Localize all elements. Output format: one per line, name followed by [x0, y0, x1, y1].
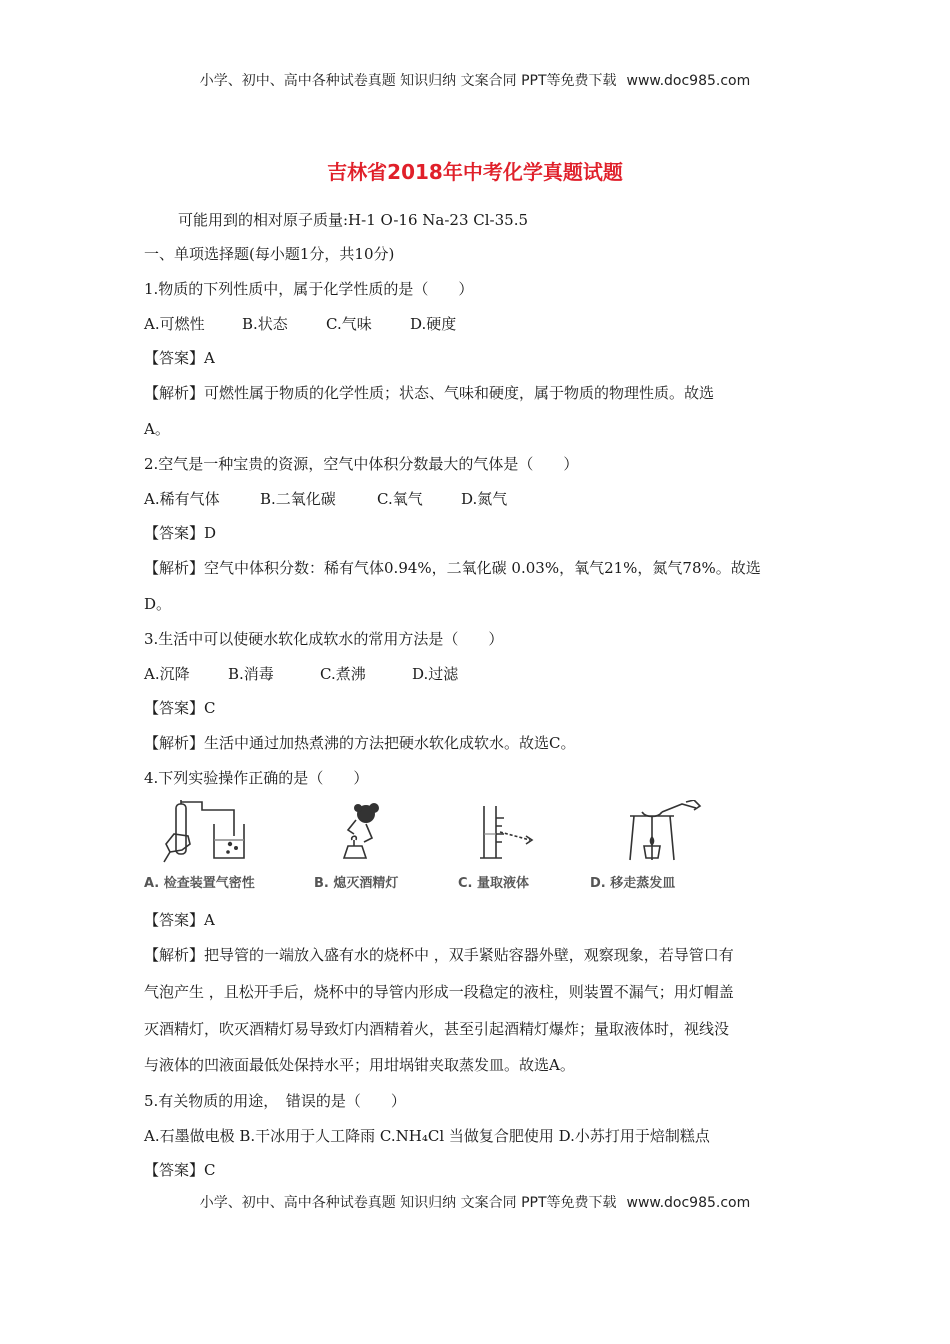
q1-analysis-line: A。	[144, 420, 170, 438]
q4-analysis-line: 灭酒精灯，吹灭酒精灯易导致灯内酒精着火，甚至引起酒精灯爆炸；量取液体时，视线没	[144, 1020, 730, 1038]
q1-answer: 【答案】A	[144, 349, 215, 367]
q2-analysis-line: 【解析】空气中体积分数：稀有气体0.94%，二氧化碳 0.03%，氧气21%，氮气78%。故选	[144, 559, 761, 577]
q1-options	[144, 313, 824, 335]
q3-option-c: C.煮沸	[320, 665, 366, 683]
q2-option-c: C.氧气	[377, 490, 423, 508]
figure-caption: D. 移走蒸发皿	[590, 876, 676, 891]
q4-figure-b	[314, 800, 414, 891]
q4-figure-a	[144, 800, 264, 891]
q3-answer: 【答案】C	[144, 699, 216, 717]
q2-option-d: D.氮气	[461, 490, 508, 508]
figure-caption: B. 熄灭酒精灯	[314, 876, 399, 891]
q4-figures	[144, 800, 724, 892]
evaporating-dish-tripod-icon	[590, 800, 710, 866]
q1-option-c: C.气味	[326, 315, 372, 333]
page-title: 吉林省2018年中考化学真题试题	[327, 160, 623, 184]
q4-stem: 4.下列实验操作正确的是（ ）	[144, 769, 369, 787]
airtightness-check-icon	[144, 800, 264, 866]
page-header	[0, 70, 950, 90]
q4-answer: 【答案】A	[144, 911, 215, 929]
q4-analysis-line: 与液体的凹液面最低处保持水平；用坩埚钳夹取蒸发皿。故选A。	[144, 1056, 575, 1074]
q1-option-a: A.可燃性	[144, 315, 205, 333]
footer-text: 小学、初中、高中各种试卷真题 知识归纳 文案合同 PPT等免费下载	[199, 1195, 617, 1211]
q4-analysis-line: 气泡产生 ，且松开手后，烧杯中的导管内形成一段稳定的液柱，则装置不漏气；用灯帽盖	[144, 983, 734, 1001]
q1-option-b: B.状态	[242, 315, 288, 333]
q3-option-d: D.过滤	[412, 665, 459, 683]
q2-stem: 2.空气是一种宝贵的资源，空气中体积分数最大的气体是（ ）	[144, 455, 579, 473]
q4-analysis-line: 【解析】把导管的一端放入盛有水的烧杯中 ，双手紧贴容器外壁，观察现象，若导管口有	[144, 946, 734, 964]
q5-answer: 【答案】C	[144, 1161, 216, 1179]
q2-option-a: A.稀有气体	[144, 490, 220, 508]
q4-figure-d	[590, 800, 710, 891]
footer-url[interactable]: www.doc985.com	[626, 1195, 751, 1211]
q3-option-b: B.消毒	[228, 665, 274, 683]
q5-stem: 5.有关物质的用途， 错误的是（ ）	[144, 1092, 406, 1110]
q3-option-a: A.沉降	[144, 665, 190, 683]
header-url[interactable]: www.doc985.com	[626, 73, 751, 89]
header-text: 小学、初中、高中各种试卷真题 知识归纳 文案合同 PPT等免费下载	[199, 73, 617, 89]
q4-figure-c	[458, 800, 558, 891]
alcohol-lamp-person-icon	[314, 800, 414, 866]
q1-option-d: D.硬度	[410, 315, 457, 333]
figure-caption: C. 量取液体	[458, 876, 530, 891]
q2-option-b: B.二氧化碳	[260, 490, 336, 508]
graduated-cylinder-icon	[458, 800, 558, 866]
q5-options: A.石墨做电极 B.干冰用于人工降雨 C.NH₄Cl 当做复合肥使用 D.小苏打用于焙制糕点	[144, 1127, 710, 1145]
q1-stem: 1.物质的下列性质中，属于化学性质的是（ ）	[144, 280, 474, 298]
q2-analysis-line: D。	[144, 595, 172, 613]
figure-caption: A. 检查装置气密性	[144, 876, 255, 891]
atomic-mass-note: 可能用到的相对原子质量:H-1 O-16 Na-23 Cl-35.5	[178, 211, 529, 229]
page-footer	[0, 1192, 950, 1212]
q3-options	[144, 663, 824, 685]
q3-analysis-line: 【解析】生活中通过加热煮沸的方法把硬水软化成软水。故选C。	[144, 734, 576, 752]
q3-stem: 3.生活中可以使硬水软化成软水的常用方法是（ ）	[144, 630, 504, 648]
q2-answer: 【答案】D	[144, 524, 217, 542]
q1-analysis-line: 【解析】可燃性属于物质的化学性质；状态、气味和硬度，属于物质的物理性质。故选	[144, 384, 715, 402]
q2-options	[144, 488, 824, 510]
section-heading: 一、单项选择题(每小题1分，共10分)	[144, 245, 395, 263]
